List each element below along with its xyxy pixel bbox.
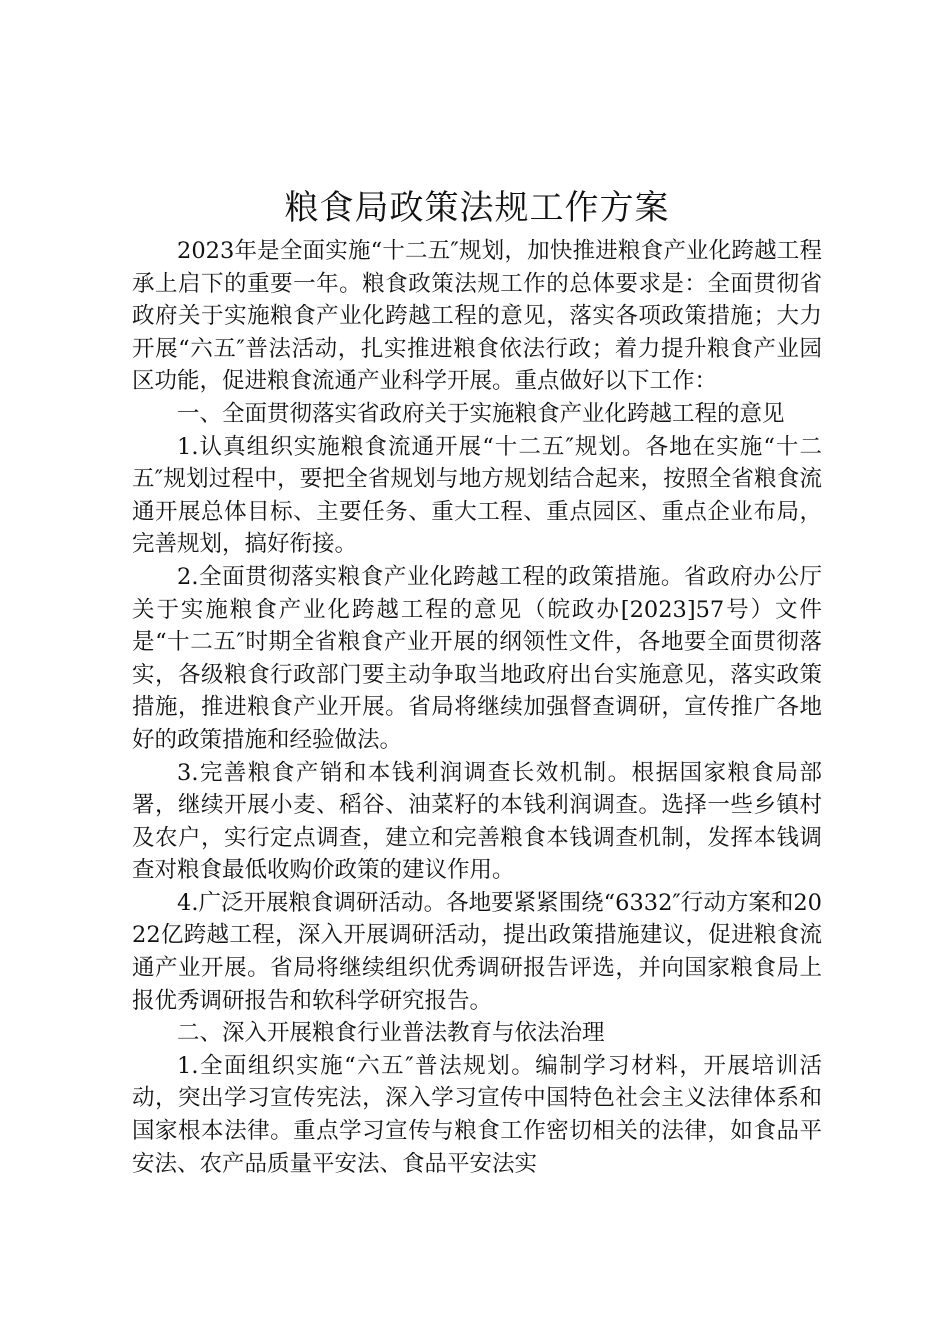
section-heading-2: 二、深入开展粮食行业普法教育与依法治理	[177, 1020, 605, 1047]
section-1-item-4: 4.广泛开展粮食调研活动。各地要紧紧围绕“6332″行动方案和2022亿跨越工程，深入开展调研活动，提出政策措施建议，促进粮食流通产业开展。省局将继续组织优秀调研报告评选，并向国家粮食局上报优秀调研报告和软科学研究报告。	[132, 889, 822, 1014]
document-title: 粮食局政策法规工作方案	[284, 188, 670, 228]
document-body	[132, 235, 822, 1180]
section-2-item-1: 1.全面组织实施“六五″普法规划。编制学习材料，开展培训活动，突出学习宣传宪法，深入学习宣传中国特色社会主义法律体系和国家根本法律。重点学习宣传与粮食工作密切相关的法律，如食品平安法、农产品质量平安法、食品平安法实	[132, 1052, 822, 1177]
document-page	[132, 0, 822, 1180]
section-1-item-1: 1.认真组织实施粮食流通开展“十二五″规划。各地在实施“十二五″规划过程中，要把全省规划与地方规划结合起来，按照全省粮食流通开展总体目标、主要任务、重大工程、重点园区、重点企业布局，完善规划，搞好衔接。	[132, 433, 822, 558]
intro-paragraph: 2023年是全面实施“十二五″规划，加快推进粮食产业化跨越工程承上启下的重要一年。粮食政策法规工作的总体要求是：全面贯彻省政府关于实施粮食产业化跨越工程的意见，落实各项政策措施；大力开展“六五″普法活动，扎实推进粮食依法行政；着力提升粮食产业园区功能，促进粮食流通产业科学开展。重点做好以下工作：	[132, 238, 822, 395]
section-1-item-2: 2.全面贯彻落实粮食产业化跨越工程的政策措施。省政府办公厅关于实施粮食产业化跨越工程的意见（皖政办[2023]57号）文件是“十二五″时期全省粮食产业开展的纲领性文件，各地要全面贯彻落实，各级粮食行政部门要主动争取当地政府出台实施意见，落实政策措施，推进粮食产业开展。省局将继续加强督查调研，宣传推广各地好的政策措施和经验做法。	[132, 563, 822, 753]
section-heading-1: 一、全面贯彻落实省政府关于实施粮食产业化跨越工程的意见	[177, 400, 785, 427]
section-1-item-3: 3.完善粮食产销和本钱利润调查长效机制。根据国家粮食局部署，继续开展小麦、稻谷、油菜籽的本钱利润调查。选择一些乡镇村及农户，实行定点调查，建立和完善粮食本钱调查机制，发挥本钱调查对粮食最低收购价政策的建议作用。	[132, 759, 822, 884]
